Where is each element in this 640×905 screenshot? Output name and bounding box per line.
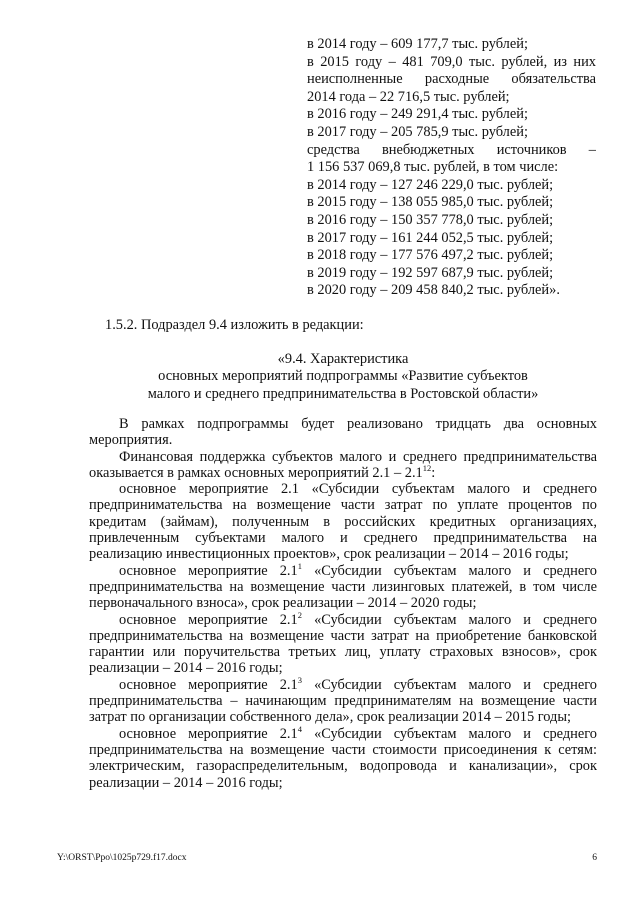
superscript-index: 3 <box>297 674 302 685</box>
paragraph-text: «Субсидии субъектам малого и среднего предпринимательства на возмещение части затрат на приобретение банковской гарантии или поручительства третьих лиц, уплату страховых взносов», срок реализации – 2014 – 2016 годы; <box>89 611 597 677</box>
funding-line: в 2020 году – 209 458 840,2 тыс. рублей». <box>307 282 560 299</box>
paragraph: основное мероприятие 2.1 «Субсидии субъектам малого и среднего предпринимательства на возмещение части затрат по уплате процентов по кредитам (займам), полученным в российских кредитных организациях, привлеченным субъектами малого и среднего предпринимательства на реализацию инвестиционных проектов», срок реализации – 2014 – 2016 годы; <box>89 481 597 563</box>
funding-line: средства внебюджетных источников – <box>307 141 596 158</box>
heading-line: малого и среднего предпринимательства в Ростовской области» <box>147 385 539 402</box>
heading-line: основных мероприятий подпрограммы «Развитие субъектов <box>158 368 528 385</box>
paragraph <box>89 609 597 677</box>
superscript-index: 1 <box>297 560 302 571</box>
superscript-index: 2 <box>297 609 302 620</box>
funding-line: в 2016 году – 150 357 778,0 тыс. рублей; <box>307 211 554 228</box>
paragraph-text: основное мероприятие 2.1 <box>119 562 298 579</box>
funding-line: в 2014 году – 127 246 229,0 тыс. рублей; <box>307 176 554 193</box>
paragraph-text: Финансовая поддержка субъектов малого и среднего предпринимательства оказывается в рамках основных мероприятий 2.1 – 2.1 <box>89 448 597 481</box>
funding-line: в 2018 году – 177 576 497,2 тыс. рублей; <box>307 247 554 264</box>
funding-line: в 2015 году – 138 055 985,0 тыс. рублей; <box>307 194 554 211</box>
body-text <box>89 416 597 791</box>
paragraph: В рамках подпрограммы будет реализовано тридцать два основных мероприятия. <box>89 416 597 449</box>
paragraph-text: основное мероприятие 2.1 <box>119 611 298 628</box>
paragraph <box>89 723 597 791</box>
heading-line: «9.4. Характеристика <box>277 351 409 367</box>
funding-line: 2014 года – 22 716,5 тыс. рублей; <box>307 88 510 105</box>
funding-line: в 2017 году – 205 785,9 тыс. рублей; <box>307 123 528 140</box>
paragraph <box>89 674 597 726</box>
paragraph-text: «Субсидии субъектам малого и среднего предпринимательства на возмещение части лизинговых платежей, в том числе первоначального взноса», срок реализации – 2014 – 2020 годы; <box>89 562 597 612</box>
paragraph <box>89 560 597 612</box>
section-heading <box>90 351 596 403</box>
funding-line: в 2015 году – 481 709,0 тыс. рублей, из них <box>307 53 596 70</box>
page-number: 6 <box>592 853 597 863</box>
paragraph-text: : <box>431 464 436 481</box>
subsection-instruction: 1.5.2. Подраздел 9.4 изложить в редакции: <box>105 317 364 333</box>
funding-line: неисполненные расходные обязательства <box>307 71 596 88</box>
paragraph-text: «Субсидии субъектам малого и среднего предпринимательства – начинающим предпринимателям на возмещение части затрат по организации собственного дела», срок реализации 2014 – 2015 годы; <box>89 676 597 726</box>
footnote-superscript: 12 <box>422 463 432 474</box>
funding-line: в 2017 году – 161 244 052,5 тыс. рублей; <box>307 229 554 246</box>
funding-list <box>307 36 596 300</box>
paragraph-text: основное мероприятие 2.1 <box>119 676 298 693</box>
paragraph-text: «Субсидии субъектам малого и среднего предпринимательства на возмещение части стоимости присоединения к сетям: электрическим, газораспределительным, водопровода и канализации», срок реализации – 2014 – 2016 годы; <box>89 725 597 791</box>
funding-line: в 2016 году – 249 291,4 тыс. рублей; <box>307 106 528 123</box>
paragraph-text: основное мероприятие 2.1 <box>119 725 298 742</box>
file-path: Y:\ORST\Ppo\1025p729.f17.docx <box>57 853 187 863</box>
paragraph <box>89 449 597 482</box>
superscript-index: 4 <box>297 723 302 734</box>
funding-line: 1 156 537 069,8 тыс. рублей, в том числе: <box>307 159 559 176</box>
funding-line: в 2019 году – 192 597 687,9 тыс. рублей; <box>307 264 554 281</box>
funding-line: в 2014 году – 609 177,7 тыс. рублей; <box>307 36 528 52</box>
